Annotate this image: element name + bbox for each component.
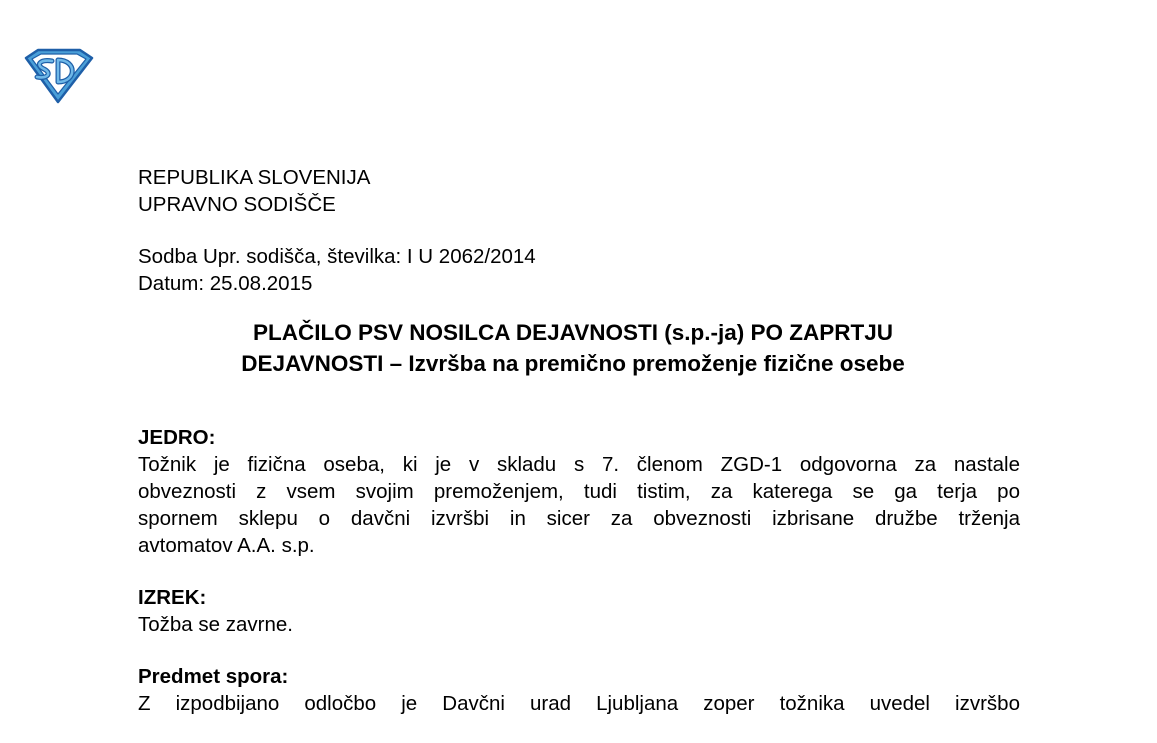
predmet-line-1: Z izpodbijano odločbo je Davčni urad Ljubljana zoper tožnika uvedel izvršbo — [138, 692, 1020, 715]
jedro-line-2: obveznosti z vsem svojim premoženjem, tudi tistim, za katerega se ga terja po — [138, 480, 1020, 503]
sd-logo-icon — [22, 48, 96, 104]
case-number: Sodba Upr. sodišča, številka: I U 2062/2014 — [138, 245, 536, 268]
case-date: Datum: 25.08.2015 — [138, 272, 313, 295]
jedro-line-1: Tožnik je fizična oseba, ki je v skladu s 7. členom ZGD-1 odgovorna za nastale — [138, 453, 1020, 476]
jedro-line-3: spornem sklepu o davčni izvršbi in sicer za obveznosti izbrisane družbe trženja — [138, 507, 1020, 530]
document-body — [138, 164, 1020, 717]
izrek-heading: IZREK: — [138, 586, 207, 609]
jedro-line-4: avtomatov A.A. s.p. — [138, 534, 315, 557]
header-court: UPRAVNO SODIŠČE — [138, 193, 336, 216]
izrek-text: Tožba se zavrne. — [138, 613, 293, 636]
logo — [22, 48, 96, 104]
predmet-heading: Predmet spora: — [138, 665, 289, 688]
predmet-paragraph — [138, 690, 1020, 717]
title-line-1: PLAČILO PSV NOSILCA DEJAVNOSTI (s.p.-ja) PO ZAPRTJU — [252, 320, 894, 345]
document-title — [132, 317, 1014, 379]
jedro-heading: JEDRO: — [138, 426, 216, 449]
header-country: REPUBLIKA SLOVENIJA — [138, 166, 371, 189]
title-line-2: DEJAVNOSTI – Izvršba na premično premoženje fizične osebe — [241, 351, 905, 376]
jedro-paragraph — [138, 451, 1020, 559]
